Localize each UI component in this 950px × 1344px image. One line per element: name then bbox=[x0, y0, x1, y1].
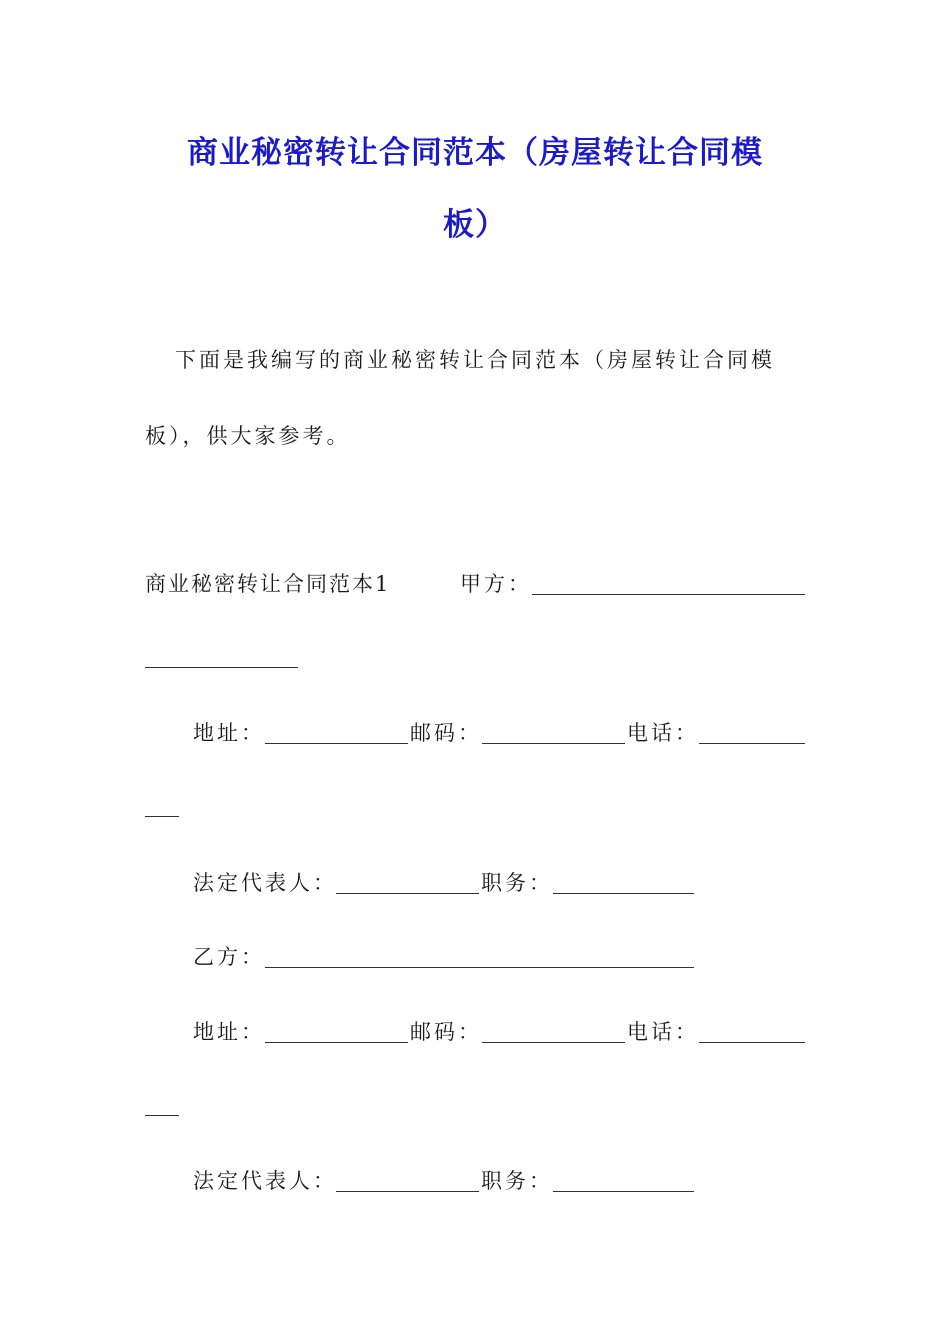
intro-line-1: 下面是我编写的商业秘密转让合同范本（房屋转让合同模 bbox=[175, 348, 775, 372]
party-b-postcode-blank bbox=[482, 1042, 625, 1043]
party-a-blank bbox=[532, 594, 805, 595]
party-b-phone-label: 电话： bbox=[627, 1020, 699, 1044]
party-a-label: 甲方： bbox=[460, 572, 532, 596]
party-a-rep-blank bbox=[336, 893, 479, 894]
party-a-phone-label: 电话： bbox=[627, 721, 699, 745]
party-a-blank-continued bbox=[145, 667, 298, 668]
party-b-rep-blank bbox=[336, 1191, 479, 1192]
party-b-title-label: 职务： bbox=[481, 1169, 553, 1193]
party-b-label: 乙方： bbox=[193, 945, 265, 969]
party-a-phone-blank-continued bbox=[145, 816, 179, 817]
party-a-rep-label: 法定代表人： bbox=[193, 871, 337, 895]
party-b-address-blank bbox=[265, 1042, 408, 1043]
party-a-postcode-blank bbox=[482, 743, 625, 744]
party-a-address-blank bbox=[265, 743, 408, 744]
party-b-address-label: 地址： bbox=[193, 1020, 265, 1044]
party-b-postcode-label: 邮码： bbox=[410, 1020, 482, 1044]
party-b-rep-label: 法定代表人： bbox=[193, 1169, 337, 1193]
party-b-blank bbox=[265, 967, 694, 968]
party-b-phone-blank-continued bbox=[145, 1115, 179, 1116]
party-a-postcode-label: 邮码： bbox=[410, 721, 482, 745]
party-b-phone-blank bbox=[699, 1042, 805, 1043]
document-title-line-1: 商业秘密转让合同范本（房屋转让合同模 bbox=[187, 135, 763, 171]
party-a-title-blank bbox=[553, 893, 694, 894]
party-b-title-blank bbox=[553, 1191, 694, 1192]
party-a-address-label: 地址： bbox=[193, 721, 265, 745]
intro-line-2: 板），供大家参考。 bbox=[145, 424, 351, 448]
document-title-line-2: 板） bbox=[443, 207, 507, 243]
party-a-title-label: 职务： bbox=[481, 871, 553, 895]
party-a-phone-blank bbox=[699, 743, 805, 744]
section-heading: 商业秘密转让合同范本1 bbox=[145, 572, 391, 596]
